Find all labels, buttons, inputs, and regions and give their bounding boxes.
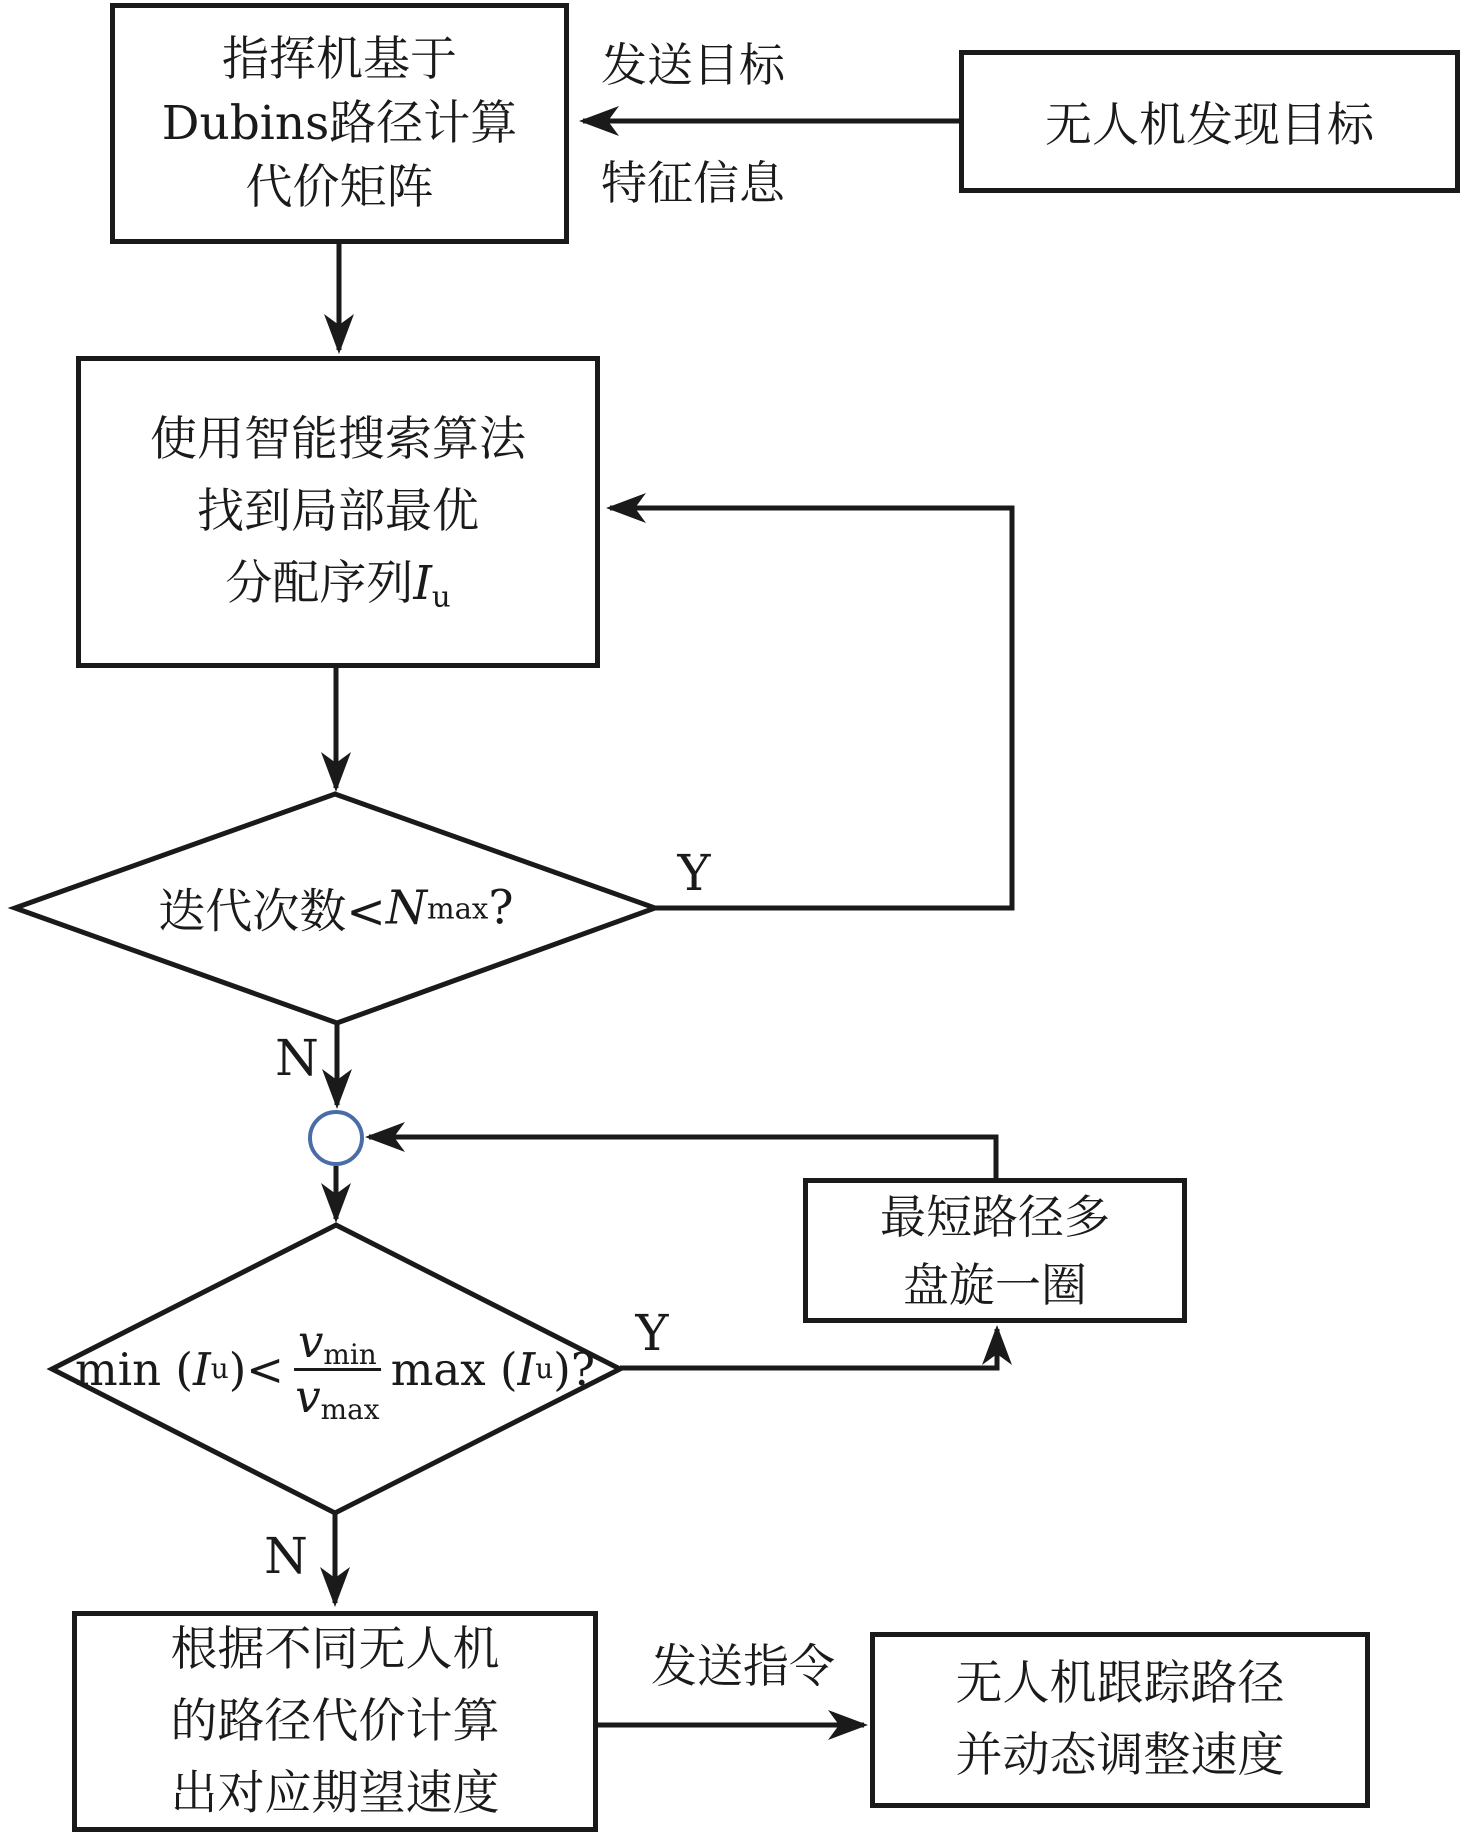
edge-speed-yes-to-loiter bbox=[620, 1329, 997, 1368]
send-command-label: 发送指令 bbox=[651, 1639, 835, 1693]
search-seq-sub: u bbox=[431, 579, 451, 614]
iter-no-label: N bbox=[275, 1029, 319, 1087]
connector-circle bbox=[310, 1112, 362, 1164]
iter-decision-text: 迭代次数< N max ? bbox=[158, 875, 513, 942]
speed-decision-var2: I bbox=[517, 1342, 536, 1396]
loiter-box-line2: 盘旋一圈 bbox=[903, 1257, 1087, 1312]
loiter-box bbox=[803, 1178, 1187, 1323]
send-target-label-top: 发送目标 bbox=[601, 38, 785, 92]
cmd-box-line1: 指挥机基于 bbox=[222, 31, 457, 87]
vmax-sub: max bbox=[320, 1392, 380, 1426]
calc-box-line1: 根据不同无人机 bbox=[170, 1621, 500, 1677]
search-box-line1: 使用智能搜索算法 bbox=[150, 412, 526, 467]
edge-iter-yes-loop bbox=[610, 508, 1012, 908]
speed-decision-text: min ( I u )< $\frac{vmin}{vmax}$ max ( I u )? bbox=[75, 1315, 595, 1426]
vmin-var: v bbox=[297, 1315, 324, 1368]
edge-loiter-to-circle bbox=[369, 1137, 996, 1178]
search-seq-var: I bbox=[413, 556, 432, 611]
cmd-box-line2: Dubins路径计算 bbox=[161, 95, 518, 151]
track-box-line1: 无人机跟踪路径 bbox=[955, 1656, 1285, 1711]
speed-no-label: N bbox=[264, 1527, 308, 1585]
search-box bbox=[76, 356, 600, 668]
track-box-line2: 并动态调整速度 bbox=[955, 1728, 1285, 1783]
search-box-line2: 找到局部最优 bbox=[197, 484, 479, 539]
iter-yes-label: Y bbox=[677, 844, 711, 902]
uav-found-box bbox=[959, 50, 1460, 193]
calc-box-line2: 的路径代价计算 bbox=[170, 1693, 500, 1749]
speed-decision-compare: )< bbox=[228, 1342, 284, 1396]
calc-box bbox=[72, 1611, 598, 1832]
speed-decision-end: )? bbox=[553, 1342, 595, 1396]
search-seq-label: 分配序列 bbox=[225, 556, 414, 611]
loiter-box-line1: 最短路径多 bbox=[880, 1189, 1110, 1244]
speed-decision-post: max ( bbox=[390, 1342, 518, 1396]
iter-decision-prefix: 迭代次数< bbox=[158, 884, 386, 940]
search-box-line3 bbox=[225, 548, 450, 620]
vmax-var: v bbox=[295, 1369, 321, 1423]
vmin-sub: min bbox=[323, 1337, 377, 1371]
speed-decision-var1: I bbox=[192, 1342, 211, 1396]
cmd-box bbox=[110, 3, 569, 244]
iter-decision-suffix: ? bbox=[488, 880, 514, 936]
calc-box-line3: 出对应期望速度 bbox=[170, 1765, 500, 1821]
iter-decision-var: N bbox=[385, 880, 427, 936]
speed-ratio-fraction bbox=[294, 1315, 381, 1426]
cmd-box-line3: 代价矩阵 bbox=[245, 159, 434, 215]
speed-decision-pre: min ( bbox=[75, 1342, 193, 1396]
track-box bbox=[870, 1632, 1370, 1808]
send-target-label-bottom: 特征信息 bbox=[601, 156, 785, 210]
speed-yes-label: Y bbox=[635, 1304, 669, 1362]
uav-found-text: 无人机发现目标 bbox=[1045, 98, 1374, 153]
